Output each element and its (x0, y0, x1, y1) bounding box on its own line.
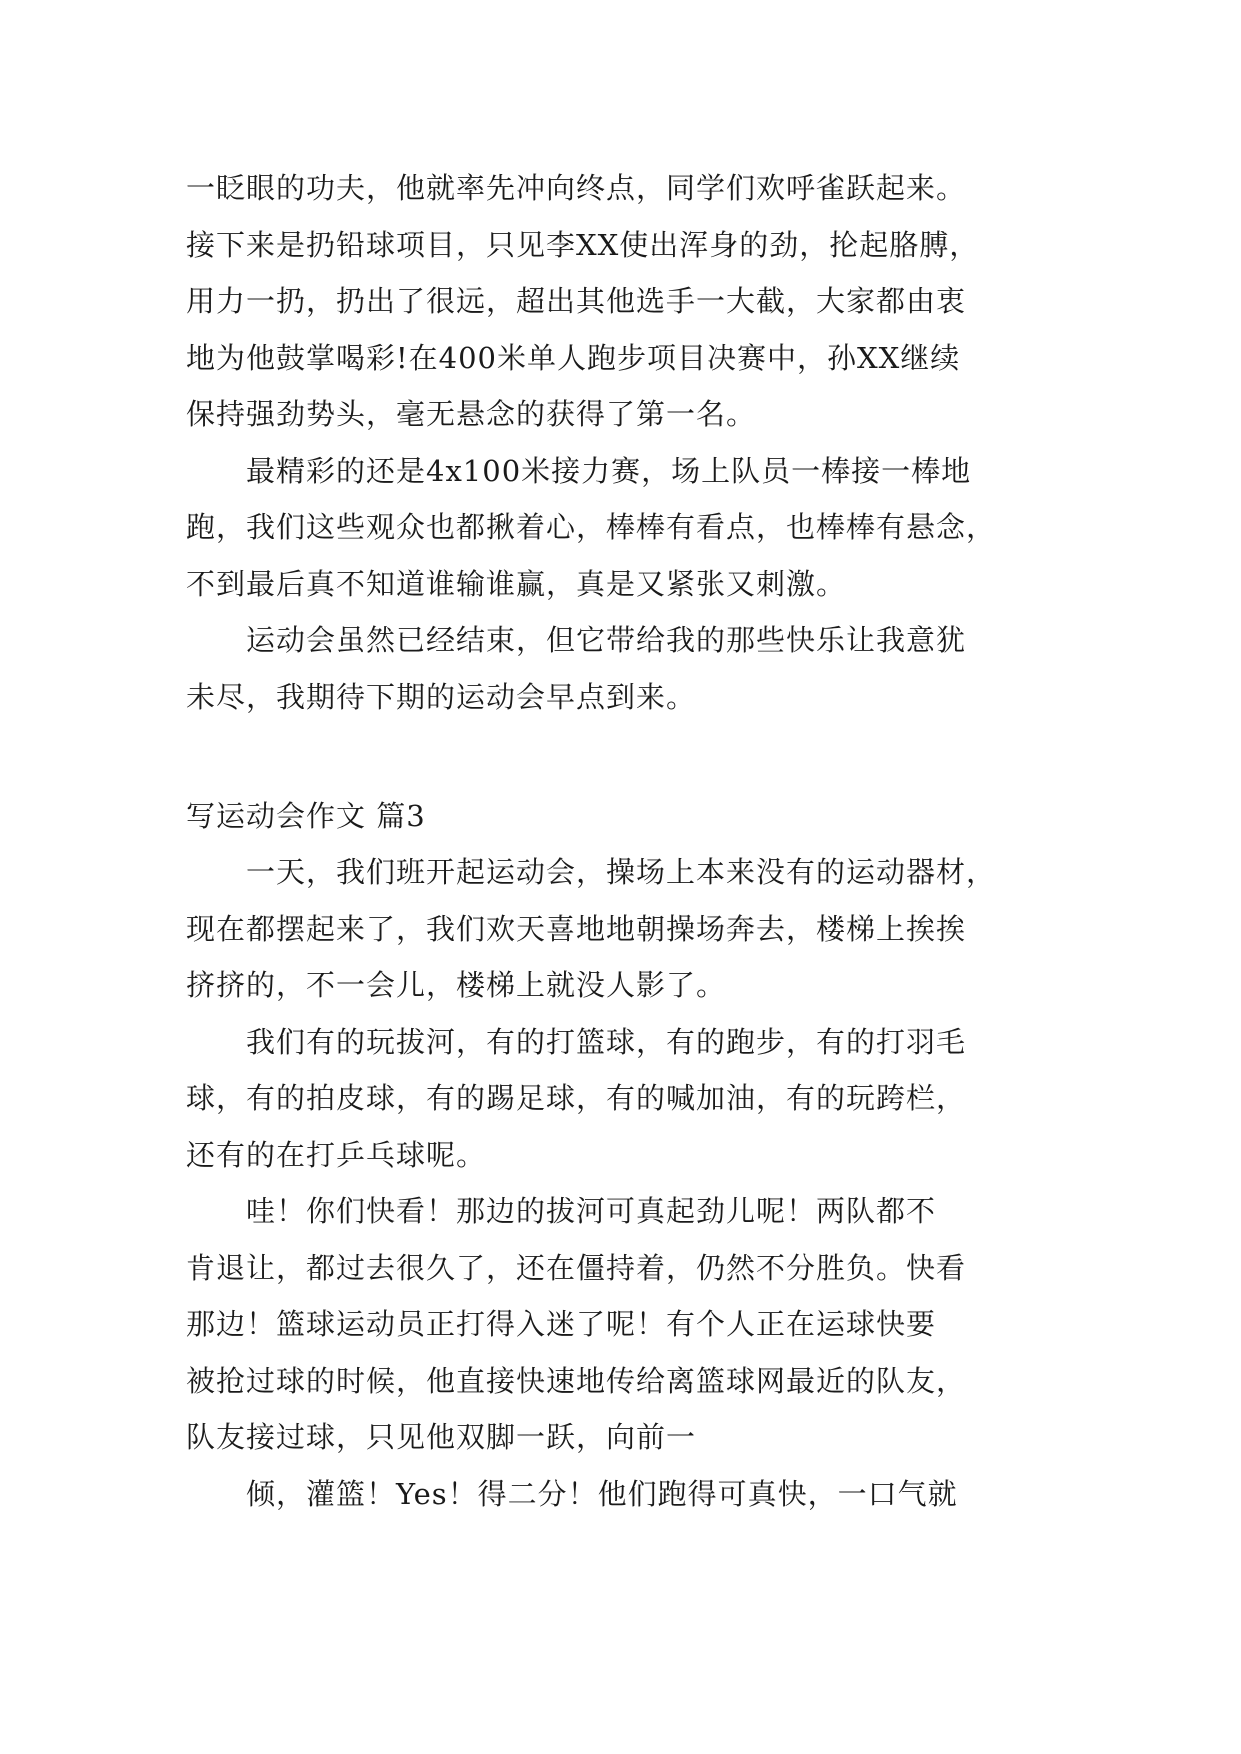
text-line: 被抢过球的时候，他直接快速地传给离篮球网最近的队友， (186, 1363, 967, 1398)
text-line: 那边！篮球运动员正打得入迷了呢！有个人正在运球快要 (186, 1307, 937, 1341)
text-line: 用力一扔，扔出了很远，超出其他选手一大截，大家都由衷 (186, 284, 967, 318)
text-line: 未尽，我期待下期的运动会早点到来。 (186, 679, 697, 714)
text-line: 接下来是扔铅球项目，只见李XX使出浑身的劲，抡起胳膊， (186, 227, 980, 262)
essay-heading: 写运动会作文 篇3 (186, 799, 426, 833)
text-line: 现在都摆起来了，我们欢天喜地地朝操场奔去，楼梯上挨挨 (186, 911, 967, 946)
essay-section-continued (186, 160, 1066, 725)
text-line: 倾，灌篮！Yes！得二分！他们跑得可真快，一口气就 (186, 1476, 958, 1511)
text-line: 哇！你们快看！那边的拔河可真起劲儿呢！两队都不 (186, 1194, 937, 1228)
text-line: 保持强劲势头，毫无悬念的获得了第一名。 (186, 397, 757, 431)
essay-section-3 (186, 844, 1066, 1522)
text-line: 运动会虽然已经结束，但它带给我的那些快乐让我意犹 (186, 623, 967, 657)
text-line: 还有的在打乒乓球呢。 (186, 1137, 487, 1172)
text-line: 地为他鼓掌喝彩!在400米单人跑步项目决赛中，孙XX继续 (186, 340, 961, 375)
text-line: 挤挤的，不一会儿，楼梯上就没人影了。 (186, 968, 727, 1002)
text-line: 一天，我们班开起运动会，操场上本来没有的运动器材， (186, 855, 997, 889)
text-line: 队友接过球，只见他双脚一跃，向前一 (186, 1420, 697, 1454)
text-line: 最精彩的还是4x100米接力赛，场上队员一棒接一棒地 (186, 453, 972, 488)
text-line: 我们有的玩拔河，有的打篮球，有的跑步，有的打羽毛 (186, 1024, 967, 1059)
text-line: 跑，我们这些观众也都揪着心，棒棒有看点，也棒棒有悬念， (186, 510, 997, 544)
text-line: 不到最后真不知道谁输谁赢，真是又紧张又刺激。 (186, 566, 847, 601)
text-line: 一眨眼的功夫，他就率先冲向终点，同学们欢呼雀跃起来。 (186, 171, 967, 205)
text-line: 肯退让，都过去很久了，还在僵持着，仍然不分胜负。快看 (186, 1250, 967, 1285)
text-line: 球，有的拍皮球，有的踢足球，有的喊加油，有的玩跨栏， (186, 1081, 967, 1115)
